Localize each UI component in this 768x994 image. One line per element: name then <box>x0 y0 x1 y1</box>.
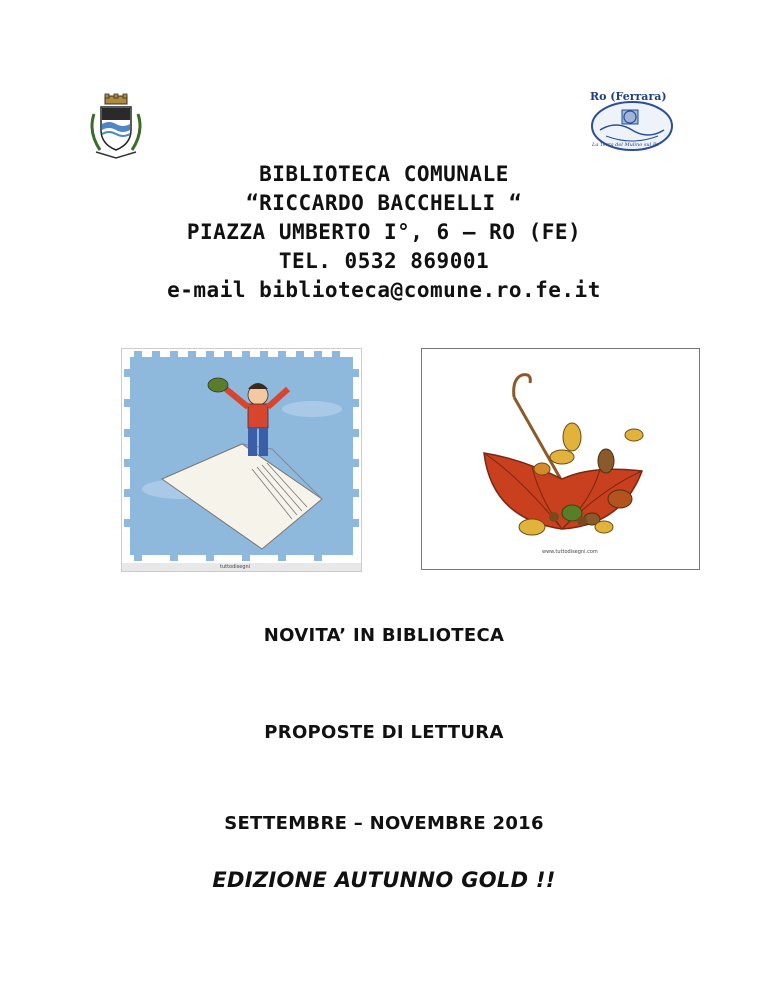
coat-of-arms-logo <box>86 92 146 162</box>
library-dedication: “RICCARDO BACCHELLI “ <box>245 191 522 215</box>
library-address: PIAZZA UMBERTO I°, 6 – RO (FE) <box>186 220 582 244</box>
library-email: e-mail biblioteca@comune.ro.fe.it <box>167 278 601 302</box>
title-proposte: PROPOSTE DI LETTURA <box>264 722 504 743</box>
title-edizione: EDIZIONE AUTUNNO GOLD !! <box>212 868 556 892</box>
title-periodo: SETTEMBRE – NOVEMBRE 2016 <box>224 813 544 834</box>
library-phone: TEL. 0532 869001 <box>278 249 490 273</box>
autumn-umbrella-illustration <box>421 348 700 570</box>
image-credit: www.tuttodisegni.com <box>542 549 598 555</box>
ro-ferrara-logo <box>586 90 678 154</box>
library-name: BIBLIOTECA COMUNALE <box>259 162 509 186</box>
library-header <box>0 160 768 305</box>
logo-motto: La Terra del Mulino sul Po <box>592 142 659 148</box>
title-novita: NOVITA’ IN BIBLIOTECA <box>263 625 505 646</box>
logo-title: Ro (Ferrara) <box>590 90 667 103</box>
child-on-book-illustration: tuttodisegni <box>121 348 362 572</box>
